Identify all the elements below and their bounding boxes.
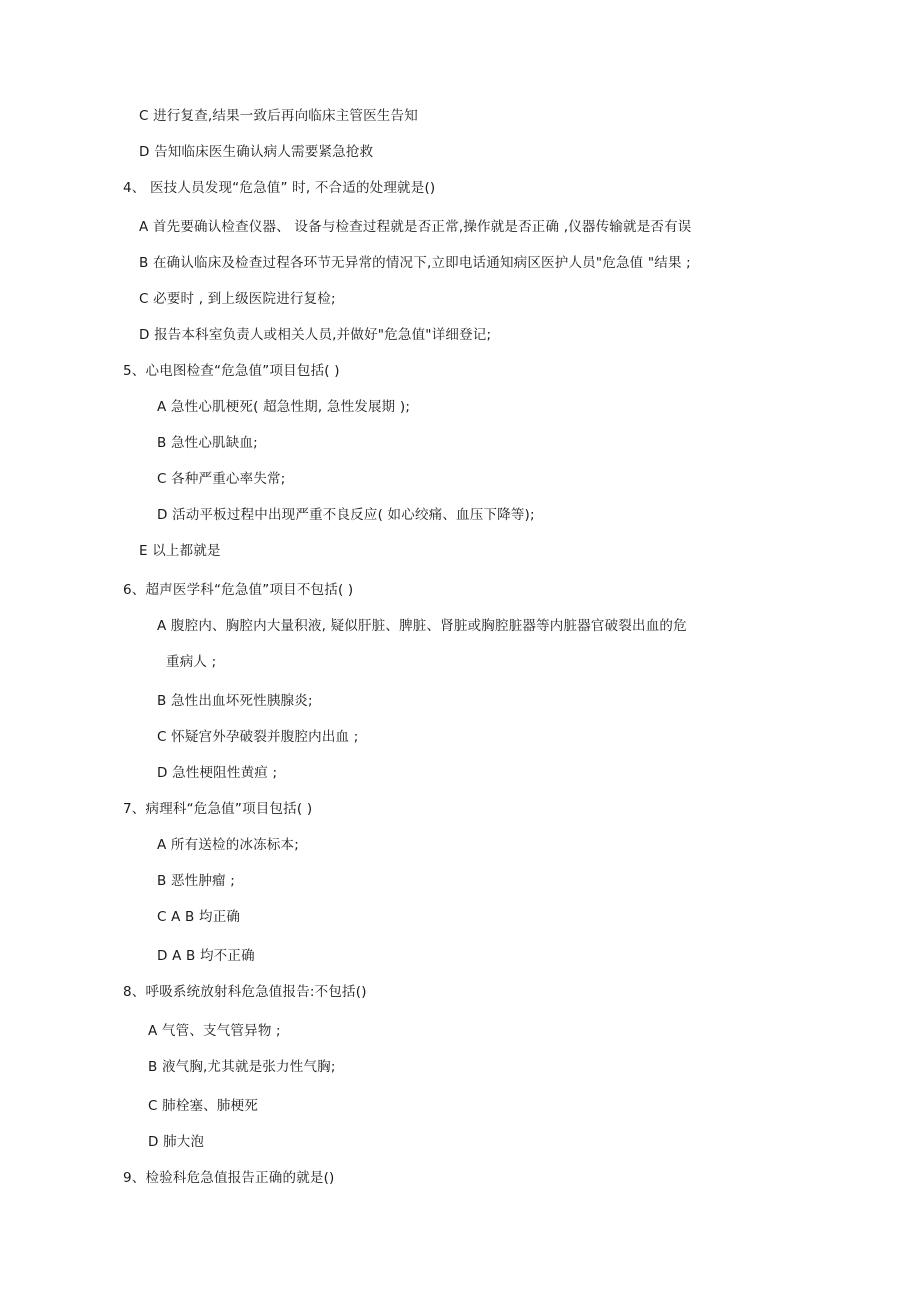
q4-option-c: C 必要时 , 到上级医院进行复检; [139,291,336,307]
q4-option-d: D 报告本科室负责人或相关人员,并做好"危急值"详细登记; [139,327,492,343]
q6-option-b: B 急性出血坏死性胰腺炎; [157,693,313,709]
q3-option-c: C 进行复查,结果一致后再向临床主管医生告知 [139,108,418,124]
q7-option-b: B 恶性肿瘤 ; [157,873,235,889]
q7-option-c: C A B 均正确 [157,909,241,925]
q4-option-a: A 首先要确认检查仪器、 设备与检查过程就是否正常,操作就是否正确 ,仪器传输就是否有误 [139,219,692,235]
q5-option-d: D 活动平板过程中出现严重不良反应( 如心绞痛、血压下降等); [157,507,535,523]
question-9: 9、检验科危急值报告正确的就是() [123,1170,335,1186]
q5-option-a: A 急性心肌梗死( 超急性期, 急性发展期 ); [157,399,411,415]
q3-option-d: D 告知临床医生确认病人需要紧急抢救 [139,144,374,160]
q5-option-b: B 急性心肌缺血; [157,435,258,451]
question-5: 5、心电图检查“危急值”项目包括( ) [123,363,340,379]
q6-option-d: D 急性梗阻性黄疸 ; [157,765,278,781]
q7-option-a: A 所有送检的冰冻标本; [157,837,299,853]
question-4: 4、 医技人员发现“危急值” 时, 不合适的处理就是() [123,180,436,196]
question-6: 6、超声医学科“危急值”项目不包括( ) [123,582,354,598]
q8-option-a: A 气管、支气管异物 ; [148,1023,281,1039]
question-7: 7、病理科“危急值”项目包括( ) [123,801,313,817]
question-8: 8、呼吸系统放射科危急值报告:不包括() [123,984,367,1000]
q8-option-d: D 肺大泡 [148,1134,205,1150]
q4-option-b: B 在确认临床及检查过程各环节无异常的情况下,立即电话通知病区医护人员"危急值 "结果 ; [139,255,691,271]
q6-option-c: C 怀疑宫外孕破裂并腹腔内出血 ; [157,729,359,745]
q5-option-e: E 以上都就是 [139,543,221,559]
q6-option-a-continued: 重病人 ; [166,654,217,670]
q6-option-a: A 腹腔内、胸腔内大量积液, 疑似肝脏、脾脏、肾脏或胸腔脏器等内脏器官破裂出血的危 [157,618,687,634]
q8-option-b: B 液气胸,尤其就是张力性气胸; [148,1059,336,1075]
q8-option-c: C 肺栓塞、肺梗死 [148,1098,259,1114]
q5-option-c: C 各种严重心率失常; [157,471,286,487]
q7-option-d: D A B 均不正确 [157,948,255,964]
